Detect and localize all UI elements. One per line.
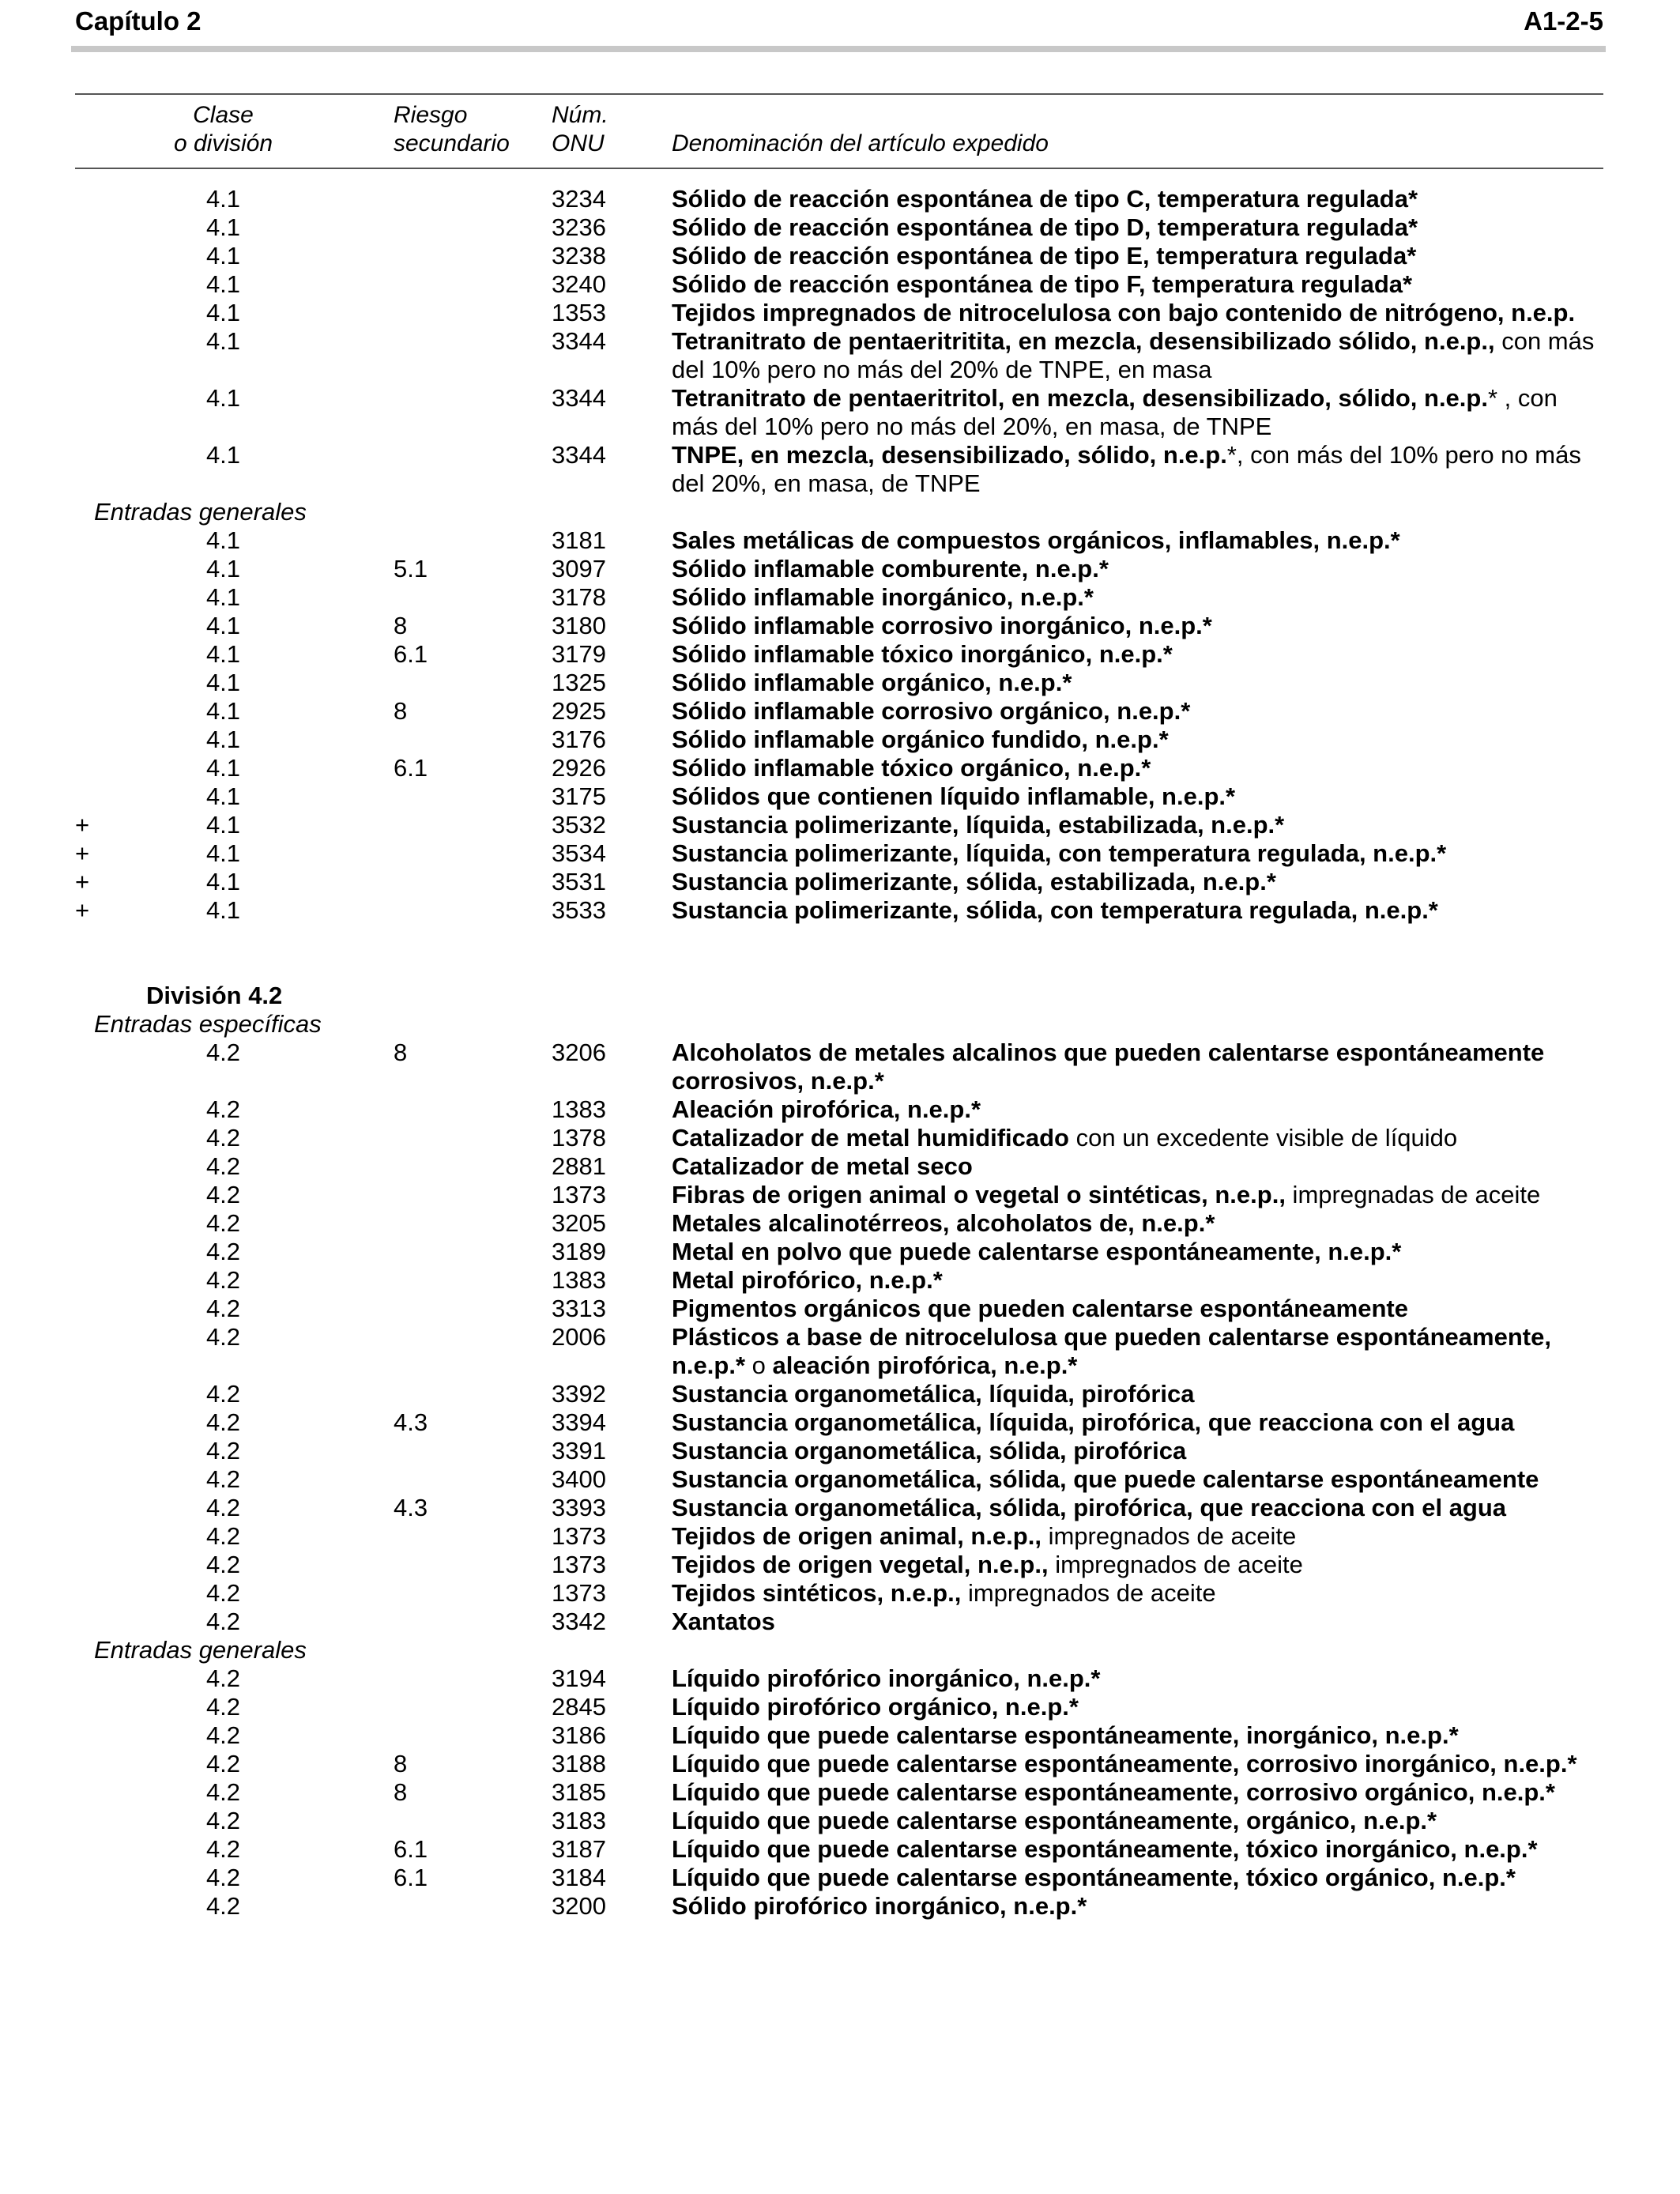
shipping-name-text: * , con más del 10% pero no más del 20%, en masa, de TNPE (672, 384, 1558, 440)
table-row (0, 1750, 1680, 1778)
class-division-cell: 4.2 (205, 1124, 241, 1152)
un-number-cell: 3194 (552, 1664, 606, 1692)
un-number-cell: 3175 (552, 782, 606, 810)
shipping-name-bold: Catalizador de metal seco (672, 1152, 973, 1180)
shipping-name-cell (672, 1608, 1604, 1636)
class-division-cell: 4.2 (205, 1209, 241, 1237)
un-number-cell: 3342 (552, 1608, 606, 1635)
table-row (0, 754, 1680, 782)
class-division-cell: 4.2 (205, 1750, 241, 1777)
class-division-cell: 4.2 (205, 1721, 241, 1749)
un-number-cell: 3394 (552, 1408, 606, 1436)
class-division-cell: 4.2 (205, 1522, 241, 1550)
shipping-name-bold: Tetranitrato de pentaeritritita, en mezcla, desensibilizado sólido, n.e.p., (672, 327, 1495, 355)
section-title: División 4.2 (146, 982, 283, 1009)
subsection-title: Entradas generales (94, 498, 307, 526)
table-row (0, 242, 1680, 270)
table-top-rule (75, 93, 1603, 95)
shipping-name-cell (672, 868, 1604, 896)
shipping-name-bold: Líquido que puede calentarse espontáneamente, tóxico orgánico, n.e.p.* (672, 1864, 1516, 1891)
shipping-name-cell (672, 669, 1604, 697)
secondary-risk-cell: 6.1 (394, 1835, 428, 1863)
class-division-cell: 4.2 (205, 1608, 241, 1635)
un-number-cell: 3531 (552, 868, 606, 895)
class-division-cell: 4.1 (205, 526, 241, 554)
secondary-risk-cell: 5.1 (394, 555, 428, 582)
shipping-name-text: con un excedente visible de líquido (1068, 1124, 1458, 1152)
un-number-cell: 3392 (552, 1380, 606, 1408)
table-row (0, 669, 1680, 697)
shipping-name-cell (672, 242, 1604, 270)
table-row (0, 1465, 1680, 1494)
shipping-name-bold: Sólido de reacción espontánea de tipo C, temperatura regulada* (672, 185, 1418, 213)
un-number-cell: 3206 (552, 1039, 606, 1066)
table-row (0, 839, 1680, 868)
shipping-name-cell (672, 583, 1604, 612)
shipping-name-cell (672, 1864, 1604, 1892)
class-division-cell: 4.2 (205, 1437, 241, 1465)
shipping-name-cell (672, 185, 1604, 213)
un-number-cell: 3344 (552, 384, 606, 412)
shipping-name-bold: Líquido que puede calentarse espontáneamente, corrosivo orgánico, n.e.p.* (672, 1778, 1555, 1806)
shipping-name-bold: Metal en polvo que puede calentarse espontáneamente, n.e.p.* (672, 1238, 1402, 1265)
table-row (0, 1209, 1680, 1238)
shipping-name-cell (672, 1437, 1604, 1465)
class-division-cell: 4.1 (205, 299, 241, 326)
un-number-cell: 3313 (552, 1295, 606, 1322)
shipping-name-bold: TNPE, en mezcla, desensibilizado, sólido, n.e.p. (672, 441, 1227, 469)
table-row (0, 612, 1680, 640)
table-row (0, 1494, 1680, 1522)
shipping-name-text: impregnadas de aceite (1285, 1181, 1541, 1208)
class-division-cell: 4.2 (205, 1465, 241, 1493)
table-row (0, 583, 1680, 612)
table-row (0, 640, 1680, 669)
secondary-risk-cell: 8 (394, 1039, 408, 1066)
shipping-name-bold: Sólido inflamable comburente, n.e.p.* (672, 555, 1109, 582)
class-division-cell: 4.1 (205, 384, 241, 412)
shipping-name-bold: Sólido de reacción espontánea de tipo F, temperatura regulada* (672, 270, 1413, 298)
table-row (0, 384, 1680, 441)
table-row (0, 1408, 1680, 1437)
shipping-name-cell (672, 1664, 1604, 1693)
shipping-name-text: impregnados de aceite (1048, 1551, 1303, 1578)
table-row (0, 1323, 1680, 1380)
table-row (0, 726, 1680, 754)
class-division-cell: 4.1 (205, 583, 241, 611)
subsection-title: Entradas generales (94, 1636, 307, 1664)
class-division-cell: 4.1 (205, 242, 241, 270)
un-number-cell: 2006 (552, 1323, 606, 1351)
shipping-name-bold: Sustancia organometálica, sólida, pirofórica (672, 1437, 1187, 1465)
un-number-cell: 1383 (552, 1266, 606, 1294)
class-division-cell: 4.1 (205, 185, 241, 213)
shipping-name-cell (672, 612, 1604, 640)
shipping-name-cell (672, 1039, 1604, 1095)
table-row (0, 1608, 1680, 1636)
class-division-cell: 4.2 (205, 1807, 241, 1834)
un-number-cell: 2845 (552, 1693, 606, 1721)
chapter-title: Capítulo 2 (75, 6, 202, 36)
shipping-name-cell (672, 811, 1604, 839)
class-division-cell: 4.1 (205, 441, 241, 469)
shipping-name-cell (672, 839, 1604, 868)
class-division-cell: 4.1 (205, 669, 241, 696)
shipping-name-bold: Líquido que puede calentarse espontáneamente, orgánico, n.e.p.* (672, 1807, 1437, 1834)
class-division-cell: 4.2 (205, 1266, 241, 1294)
class-division-cell: 4.2 (205, 1380, 241, 1408)
table-row (0, 526, 1680, 555)
un-number-cell: 3205 (552, 1209, 606, 1237)
section-heading-row (0, 982, 1680, 1010)
shipping-name-text: impregnados de aceite (1041, 1522, 1297, 1550)
table-row (0, 896, 1680, 925)
table-row (0, 782, 1680, 811)
shipping-name-bold: Tejidos de origen animal, n.e.p., (672, 1522, 1042, 1550)
shipping-name-text: con más del 10% pero no más del 20% de TNPE, en masa (672, 327, 1595, 383)
shipping-name-bold: Aleación pirofórica, n.e.p.* (672, 1095, 981, 1123)
table-row (0, 1807, 1680, 1835)
class-division-cell: 4.2 (205, 1892, 241, 1920)
amendment-mark: + (75, 868, 90, 895)
un-number-cell: 1373 (552, 1522, 606, 1550)
shipping-name-cell (672, 896, 1604, 925)
table-row (0, 1152, 1680, 1181)
secondary-risk-cell: 8 (394, 1778, 408, 1806)
class-division-cell: 4.2 (205, 1295, 241, 1322)
un-number-cell: 3400 (552, 1465, 606, 1493)
secondary-risk-cell: 8 (394, 612, 408, 639)
class-division-cell: 4.2 (205, 1864, 241, 1891)
table-row (0, 1437, 1680, 1465)
un-number-cell: 3344 (552, 327, 606, 355)
table-row (0, 1095, 1680, 1124)
table-row (0, 1380, 1680, 1408)
un-number-cell: 3186 (552, 1721, 606, 1749)
class-division-cell: 4.1 (205, 555, 241, 582)
table-row (0, 555, 1680, 583)
un-number-cell: 3391 (552, 1437, 606, 1465)
shipping-name-bold: Líquido pirofórico orgánico, n.e.p.* (672, 1693, 1079, 1721)
class-division-cell: 4.1 (205, 640, 241, 668)
table-row (0, 1039, 1680, 1095)
shipping-name-cell (672, 1238, 1604, 1266)
un-number-cell: 1373 (552, 1181, 606, 1208)
shipping-name-cell (672, 1522, 1604, 1551)
shipping-name-text: *, con más del 10% pero no más del 20%, en masa, de TNPE (672, 441, 1581, 497)
secondary-risk-cell: 8 (394, 697, 408, 725)
un-number-cell: 1383 (552, 1095, 606, 1123)
shipping-name-bold: Tejidos sintéticos, n.e.p., (672, 1579, 962, 1607)
class-division-cell: 4.2 (205, 1152, 241, 1180)
secondary-risk-cell: 4.3 (394, 1494, 428, 1521)
table-row (0, 1721, 1680, 1750)
table-row (0, 327, 1680, 384)
secondary-risk-cell: 6.1 (394, 754, 428, 782)
shipping-name-cell (672, 640, 1604, 669)
class-division-cell: 4.2 (205, 1494, 241, 1521)
un-number-cell: 3187 (552, 1835, 606, 1863)
table-row (0, 1238, 1680, 1266)
shipping-name-bold: Sustancia organometálica, sólida, pirofórica, que reacciona con el agua (672, 1494, 1507, 1521)
shipping-name-cell (672, 1465, 1604, 1494)
shipping-name-bold: Sólido inflamable orgánico, n.e.p.* (672, 669, 1072, 696)
table-row (0, 1693, 1680, 1721)
shipping-name-bold: Alcoholatos de metales alcalinos que pueden calentarse espontáneamente corrosivos, n.e.p.* (672, 1039, 1545, 1095)
shipping-name-bold: Líquido pirofórico inorgánico, n.e.p.* (672, 1664, 1101, 1692)
shipping-name-cell (672, 555, 1604, 583)
class-division-cell: 4.1 (205, 839, 241, 867)
secondary-risk-cell: 8 (394, 1750, 408, 1777)
un-number-cell: 3533 (552, 896, 606, 924)
table-row (0, 1664, 1680, 1693)
table-row (0, 1579, 1680, 1608)
table-row (0, 270, 1680, 299)
page-number: A1-2-5 (1524, 6, 1603, 36)
shipping-name-cell (672, 1892, 1604, 1921)
shipping-name-bold: Sólidos que contienen líquido inflamable, n.e.p.* (672, 782, 1236, 810)
shipping-name-bold: Sustancia polimerizante, líquida, estabilizada, n.e.p.* (672, 811, 1285, 839)
header-rule (71, 46, 1606, 52)
shipping-name-bold: Sólido inflamable corrosivo orgánico, n.e.p.* (672, 697, 1191, 725)
amendment-mark: + (75, 811, 90, 839)
un-number-cell: 3344 (552, 441, 606, 469)
shipping-name-bold: Sólido inflamable tóxico inorgánico, n.e.p.* (672, 640, 1173, 668)
shipping-name-cell (672, 1295, 1604, 1323)
amendment-mark: + (75, 896, 90, 924)
un-number-cell: 1378 (552, 1124, 606, 1152)
shipping-name-cell (672, 1579, 1604, 1608)
shipping-name-bold: Tetranitrato de pentaeritritol, en mezcla, desensibilizado, sólido, n.e.p. (672, 384, 1488, 412)
column-header-num-onu: Núm. ONU (552, 102, 608, 156)
table-row (0, 697, 1680, 726)
shipping-name-cell (672, 384, 1604, 441)
un-number-cell: 3200 (552, 1892, 606, 1920)
table-row (0, 441, 1680, 498)
table-row (0, 1551, 1680, 1579)
class-division-cell: 4.2 (205, 1095, 241, 1123)
shipping-name-bold: Sustancia polimerizante, sólida, estabilizada, n.e.p.* (672, 868, 1276, 895)
un-number-cell: 1325 (552, 669, 606, 696)
shipping-name-bold: Líquido que puede calentarse espontáneamente, inorgánico, n.e.p.* (672, 1721, 1459, 1749)
secondary-risk-cell: 6.1 (394, 1864, 428, 1891)
shipping-name-cell (672, 299, 1604, 327)
shipping-name-bold: Fibras de origen animal o vegetal o sintéticas, n.e.p., (672, 1181, 1286, 1208)
shipping-name-bold: Líquido que puede calentarse espontáneamente, tóxico inorgánico, n.e.p.* (672, 1835, 1538, 1863)
shipping-name-cell (672, 1494, 1604, 1522)
column-header-clase: Clase o división (173, 102, 273, 156)
shipping-name-cell (672, 782, 1604, 811)
un-number-cell: 3236 (552, 213, 606, 241)
column-header-riesgo: Riesgo secundario (394, 102, 510, 156)
subsection-title: Entradas específicas (94, 1010, 322, 1038)
shipping-name-cell (672, 754, 1604, 782)
un-number-cell: 1353 (552, 299, 606, 326)
table-row (0, 1892, 1680, 1921)
un-number-cell: 3178 (552, 583, 606, 611)
table-row (0, 1181, 1680, 1209)
un-number-cell: 2925 (552, 697, 606, 725)
shipping-name-cell (672, 697, 1604, 726)
table-row (0, 1266, 1680, 1295)
un-number-cell: 3185 (552, 1778, 606, 1806)
table-row (0, 1835, 1680, 1864)
shipping-name-cell (672, 213, 1604, 242)
shipping-name-bold: Sólido de reacción espontánea de tipo D, temperatura regulada* (672, 213, 1418, 241)
shipping-name-bold: Xantatos (672, 1608, 775, 1635)
shipping-name-bold: Sólido inflamable corrosivo inorgánico, n.e.p.* (672, 612, 1212, 639)
un-number-cell: 2926 (552, 754, 606, 782)
shipping-name-cell (672, 270, 1604, 299)
class-division-cell: 4.1 (205, 726, 241, 753)
class-division-cell: 4.2 (205, 1238, 241, 1265)
shipping-name-cell (672, 1323, 1604, 1380)
class-division-cell: 4.1 (205, 811, 241, 839)
un-number-cell: 3176 (552, 726, 606, 753)
class-division-cell: 4.2 (205, 1835, 241, 1863)
un-number-cell: 3189 (552, 1238, 606, 1265)
shipping-name-cell (672, 1835, 1604, 1864)
page-header (75, 6, 1603, 44)
class-division-cell: 4.1 (205, 612, 241, 639)
un-number-cell: 3234 (552, 185, 606, 213)
shipping-name-cell (672, 1750, 1604, 1778)
un-number-cell: 3393 (552, 1494, 606, 1521)
un-number-cell: 3532 (552, 811, 606, 839)
table-row (0, 1124, 1680, 1152)
un-number-cell: 3180 (552, 612, 606, 639)
class-division-cell: 4.1 (205, 868, 241, 895)
class-division-cell: 4.2 (205, 1778, 241, 1806)
shipping-name-cell (672, 1181, 1604, 1209)
amendment-mark: + (75, 839, 90, 867)
un-number-cell: 3240 (552, 270, 606, 298)
shipping-name-bold: Catalizador de metal humidificado (672, 1124, 1069, 1152)
shipping-name-cell (672, 1124, 1604, 1152)
table-body (0, 185, 1680, 1921)
shipping-name-cell (672, 1095, 1604, 1124)
class-division-cell: 4.1 (205, 754, 241, 782)
shipping-name-bold: Sólido pirofórico inorgánico, n.e.p.* (672, 1892, 1087, 1920)
un-number-cell: 3097 (552, 555, 606, 582)
class-division-cell: 4.2 (205, 1551, 241, 1578)
class-division-cell: 4.1 (205, 327, 241, 355)
shipping-name-cell (672, 1721, 1604, 1750)
shipping-name-cell (672, 1152, 1604, 1181)
secondary-risk-cell: 4.3 (394, 1408, 428, 1436)
shipping-name-bold: Sólido inflamable tóxico orgánico, n.e.p.* (672, 754, 1151, 782)
shipping-name-bold: Sólido de reacción espontánea de tipo E, temperatura regulada* (672, 242, 1417, 270)
un-number-cell: 3183 (552, 1807, 606, 1834)
shipping-name-bold: aleación pirofórica, n.e.p.* (772, 1351, 1078, 1379)
shipping-name-cell (672, 327, 1604, 384)
un-number-cell: 3534 (552, 839, 606, 867)
shipping-name-cell (672, 1266, 1604, 1295)
secondary-risk-cell: 6.1 (394, 640, 428, 668)
shipping-name-bold: Plásticos a base de nitrocelulosa que pueden calentarse espontáneamente, n.e.p.* (672, 1323, 1551, 1379)
class-division-cell: 4.2 (205, 1323, 241, 1351)
shipping-name-cell (672, 526, 1604, 555)
table-row (0, 1295, 1680, 1323)
class-division-cell: 4.1 (205, 896, 241, 924)
shipping-name-bold: Metal pirofórico, n.e.p.* (672, 1266, 943, 1294)
table-header-rule (75, 168, 1603, 169)
table-row (0, 868, 1680, 896)
shipping-name-cell (672, 1778, 1604, 1807)
shipping-name-bold: Líquido que puede calentarse espontáneamente, corrosivo inorgánico, n.e.p.* (672, 1750, 1577, 1777)
table-row (0, 299, 1680, 327)
un-number-cell: 3179 (552, 640, 606, 668)
column-header-denominacion: Denominación del artículo expedido (672, 130, 1049, 156)
shipping-name-bold: Tejidos impregnados de nitrocelulosa con bajo contenido de nitrógeno, n.e.p. (672, 299, 1576, 326)
subsection-heading-row (0, 498, 1680, 526)
un-number-cell: 3181 (552, 526, 606, 554)
subsection-heading-row (0, 1010, 1680, 1039)
shipping-name-cell (672, 441, 1604, 498)
shipping-name-cell (672, 726, 1604, 754)
subsection-heading-row (0, 1636, 1680, 1664)
class-division-cell: 4.2 (205, 1039, 241, 1066)
table-row (0, 185, 1680, 213)
shipping-name-bold: Pigmentos orgánicos que pueden calentarse espontáneamente (672, 1295, 1408, 1322)
shipping-name-bold: Sustancia organometálica, líquida, pirofórica, que reacciona con el agua (672, 1408, 1515, 1436)
table-row (0, 1778, 1680, 1807)
table-row (0, 213, 1680, 242)
shipping-name-bold: Sólido inflamable orgánico fundido, n.e.p.* (672, 726, 1169, 753)
shipping-name-cell (672, 1807, 1604, 1835)
class-division-cell: 4.1 (205, 782, 241, 810)
shipping-name-cell (672, 1551, 1604, 1579)
table-row (0, 1522, 1680, 1551)
shipping-name-text: impregnados de aceite (961, 1579, 1216, 1607)
class-division-cell: 4.1 (205, 270, 241, 298)
shipping-name-bold: Metales alcalinotérreos, alcoholatos de, n.e.p.* (672, 1209, 1215, 1237)
shipping-name-bold: Sustancia polimerizante, sólida, con temperatura regulada, n.e.p.* (672, 896, 1438, 924)
table-row (0, 811, 1680, 839)
class-division-cell: 4.1 (205, 213, 241, 241)
shipping-name-bold: Sustancia organometálica, sólida, que puede calentarse espontáneamente (672, 1465, 1539, 1493)
un-number-cell: 1373 (552, 1579, 606, 1607)
shipping-name-bold: Sustancia organometálica, líquida, pirofórica (672, 1380, 1195, 1408)
class-division-cell: 4.2 (205, 1579, 241, 1607)
shipping-name-bold: Sales metálicas de compuestos orgánicos, inflamables, n.e.p.* (672, 526, 1400, 554)
shipping-name-cell (672, 1209, 1604, 1238)
un-number-cell: 3238 (552, 242, 606, 270)
class-division-cell: 4.2 (205, 1693, 241, 1721)
un-number-cell: 3188 (552, 1750, 606, 1777)
shipping-name-cell (672, 1693, 1604, 1721)
shipping-name-cell (672, 1380, 1604, 1408)
class-division-cell: 4.2 (205, 1181, 241, 1208)
un-number-cell: 2881 (552, 1152, 606, 1180)
shipping-name-bold: Tejidos de origen vegetal, n.e.p., (672, 1551, 1049, 1578)
class-division-cell: 4.2 (205, 1664, 241, 1692)
shipping-name-bold: Sólido inflamable inorgánico, n.e.p.* (672, 583, 1094, 611)
un-number-cell: 1373 (552, 1551, 606, 1578)
table-row (0, 1864, 1680, 1892)
class-division-cell: 4.2 (205, 1408, 241, 1436)
section-spacer (0, 925, 1680, 982)
un-number-cell: 3184 (552, 1864, 606, 1891)
shipping-name-text: o (745, 1351, 773, 1379)
shipping-name-bold: Sustancia polimerizante, líquida, con temperatura regulada, n.e.p.* (672, 839, 1447, 867)
shipping-name-cell (672, 1408, 1604, 1437)
class-division-cell: 4.1 (205, 697, 241, 725)
